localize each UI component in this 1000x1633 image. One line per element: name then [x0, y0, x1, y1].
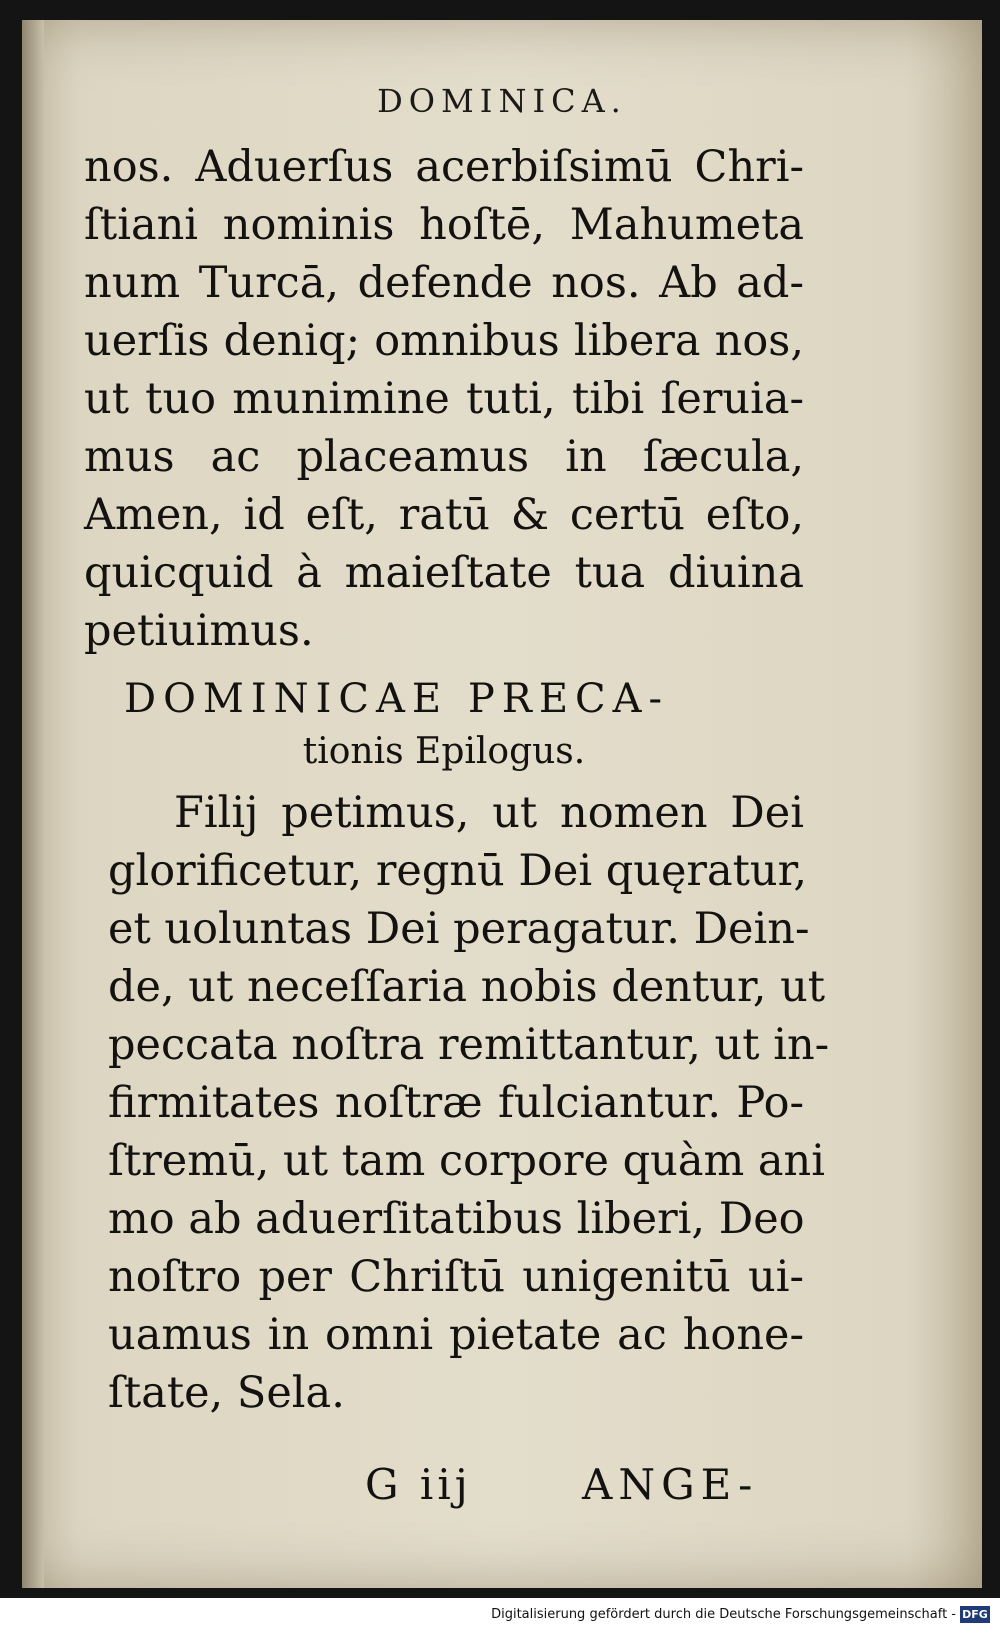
catchline: [22, 1460, 982, 1520]
section-heading: DOMINICAE PRECA-: [124, 676, 670, 722]
text-line: ſtiani nominis hoſtē, Mahumeta: [84, 200, 804, 250]
text-line: glorificetur, regnū Dei quęratur,: [108, 846, 808, 896]
dfg-logo-icon: DFG: [960, 1606, 990, 1623]
text-line: uamus in omni pietate ac hone-: [108, 1310, 804, 1360]
text-line: ſtate, Sela.: [108, 1368, 345, 1418]
funding-credit: Digitalisierung gefördert durch die Deutsche Forschungsgemeinschaft -: [491, 1607, 956, 1622]
text-line: noſtro per Chriſtū unigenitū ui-: [108, 1252, 804, 1302]
text-line: uerſis deniq; omnibus libera nos,: [84, 316, 804, 366]
text-line: mus ac placeamus in ſæcula,: [84, 432, 804, 482]
text-line: et uoluntas Dei peragatur. Dein-: [108, 904, 810, 954]
section-subheading: tionis Epilogus.: [302, 731, 586, 772]
text-line: de, ut neceſſaria nobis dentur, ut: [108, 962, 826, 1012]
signature-mark: G iij: [365, 1460, 472, 1509]
footer-bar: [0, 1598, 1000, 1633]
text-line: petiuimus.: [84, 606, 314, 656]
running-head: DOMINICA.: [377, 82, 627, 120]
page-gutter-edge: [22, 20, 44, 1588]
text-line: peccata noſtra remittantur, ut in-: [108, 1020, 830, 1070]
text-line: ſtremū, ut tam corpore quàm ani: [108, 1136, 825, 1186]
catchword: ANGE-: [582, 1460, 759, 1509]
text-line: firmitates noſtræ fulciantur. Po-: [108, 1078, 804, 1128]
paragraph-two: [84, 784, 830, 1422]
text-line: Filij petimus, ut nomen Dei: [174, 788, 804, 838]
text-line: mo ab aduerſitatibus liberi, Deo: [108, 1194, 805, 1244]
text-line: ut tuo munimine tuti, tibi ſeruia-: [84, 374, 804, 424]
paragraph-one: [84, 138, 804, 660]
text-line: quicquid à maieſtate tua diuina: [84, 548, 804, 598]
text-block: [84, 138, 830, 1422]
text-line: nos. Aduerſus acerbiſsimū Chri-: [84, 142, 804, 192]
text-line: Amen, id eſt, ratū & certū eſto,: [84, 490, 804, 540]
book-page: [22, 20, 982, 1588]
text-line: num Turcā, defende nos. Ab ad-: [84, 258, 804, 308]
